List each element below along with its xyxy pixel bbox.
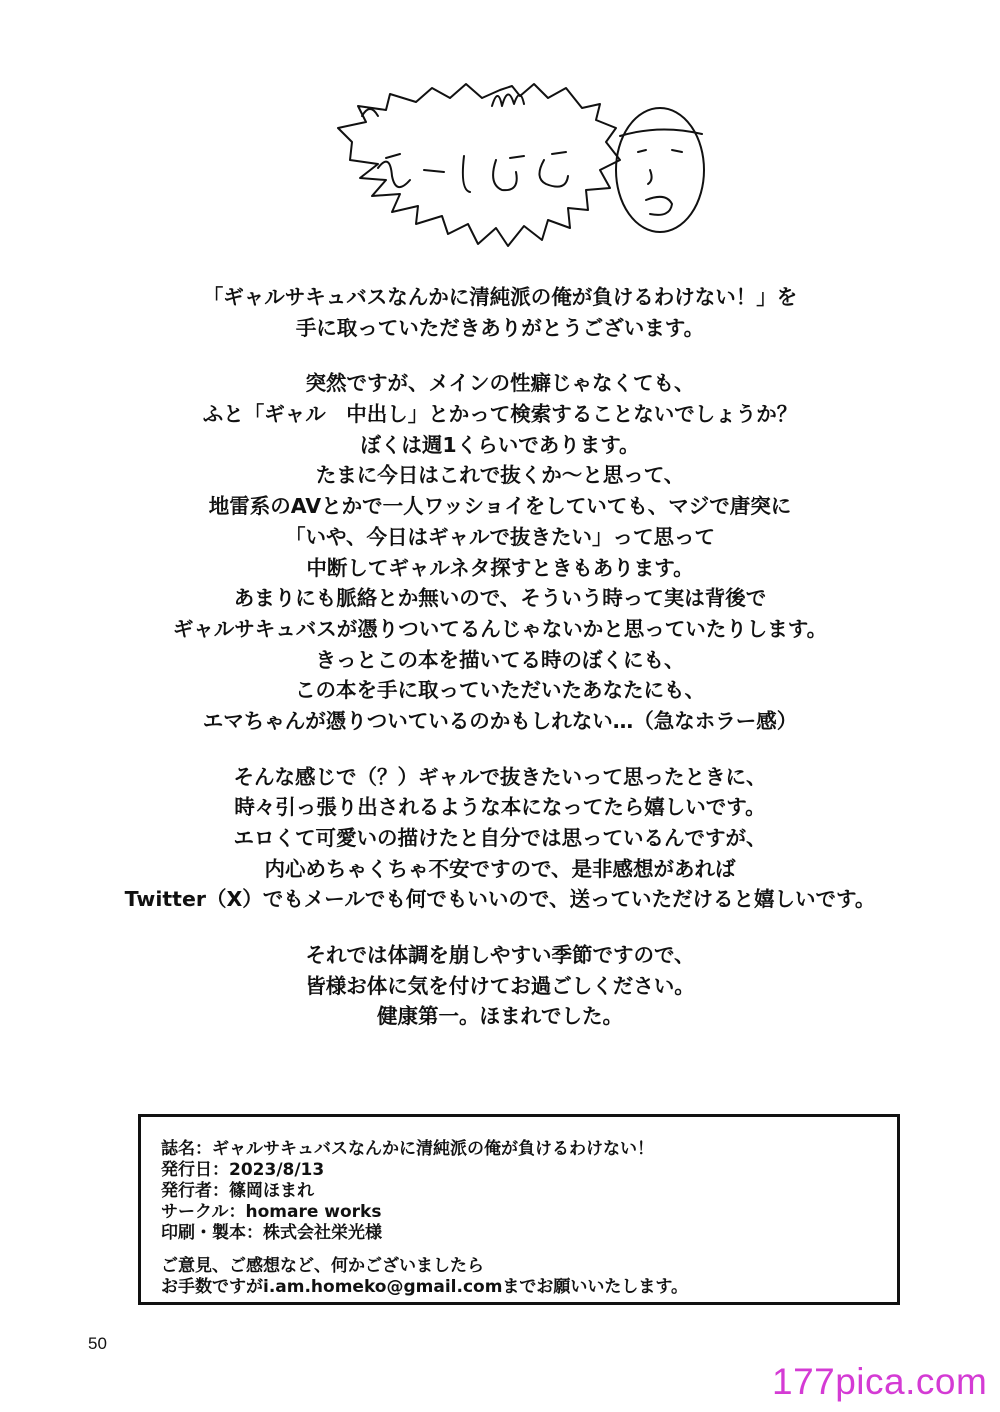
text-line: エマちゃんが憑りついているのかもしれない…（急なホラー感） — [202, 708, 798, 733]
text-line: ぼくは週1くらいであります。 — [360, 432, 640, 457]
text-line: ふと「ギャル 中出し」とかって検索することないでしょうか？ — [202, 402, 798, 427]
text-line: 「いや、今日はギャルで抜きたい」って思って — [284, 524, 716, 549]
text-line: 内心めちゃくちゃ不安ですので、是非感想があれば — [264, 856, 736, 881]
handwritten-heading-illustration — [320, 80, 720, 280]
text-line: 「ギャルサキュバスなんかに清純派の俺が負けるわけない！」を — [202, 285, 798, 309]
colophon-publisher: 発行者：篠岡ほまれ — [161, 1181, 314, 1201]
handwriting-scribble-icon — [378, 152, 568, 192]
text-line: 皆様お体に気を付けてお過ごしください。 — [305, 973, 695, 998]
text-line: ギャルサキュバスが憑りついてるんじゃないかと思っていたりします。 — [172, 616, 828, 641]
colophon-date: 発行日：2023/8/13 — [161, 1160, 325, 1180]
text-line: そんな感じで（？）ギャルで抜きたいって思ったときに、 — [233, 764, 767, 789]
text-line: それでは体調を崩しやすい季節ですので、 — [305, 943, 695, 968]
site-watermark: 177pica.com — [772, 1361, 988, 1402]
text-line: Twitter（X）でもメールでも何でもいいので、送っていただけると嬉しいです。 — [124, 887, 876, 912]
text-line: 地雷系のAVとかで一人ワッショイをしていても、マジで唐突に — [208, 494, 792, 519]
colophon-circle: サークル：homare works — [161, 1202, 382, 1222]
text-line: 時々引っ張り出されるような本になってたら嬉しいです。 — [234, 795, 766, 820]
colophon-printer: 印刷・製本：株式会社栄光様 — [161, 1223, 382, 1243]
colophon-title: 誌名：ギャルサキュバスなんかに清純派の俺が負けるわけない！ — [161, 1139, 654, 1159]
text-line: この本を手に取っていただいたあなたにも、 — [295, 678, 705, 703]
text-line: きっとこの本を描いてる時のぼくにも、 — [315, 647, 685, 672]
face-doodle-icon — [616, 108, 704, 232]
text-line: エロくて可愛いの描けたと自分では思っているんですが、 — [233, 826, 767, 850]
text-line: 手に取っていただきありがとうございます。 — [295, 315, 705, 340]
afterword-doodle — [320, 80, 720, 280]
text-line: 中断してギャルネタ探すときもあります。 — [306, 555, 694, 580]
text-line: あまりにも脈絡とか無いので、そういう時って実は背後で — [233, 586, 767, 611]
colophon-box — [138, 1114, 900, 1305]
colophon-contact: ご意見、ご感想など、何かございましたら — [161, 1256, 484, 1276]
text-line: 突然ですが、メインの性癖じゃなくても、 — [305, 371, 695, 396]
paragraph — [60, 282, 940, 343]
text-line: 健康第一。ほまれでした。 — [377, 1004, 623, 1029]
page-number: 50 — [88, 1334, 107, 1353]
paragraph — [60, 762, 940, 915]
paragraph — [60, 368, 940, 736]
colophon-contact-email: お手数ですがi.am.homeko@gmail.comまでお願いいたします。 — [161, 1277, 689, 1297]
afterword-text — [60, 282, 940, 1032]
paragraph — [60, 940, 940, 1032]
text-line: たまに今日はこれで抜くか〜と思って、 — [315, 463, 685, 488]
